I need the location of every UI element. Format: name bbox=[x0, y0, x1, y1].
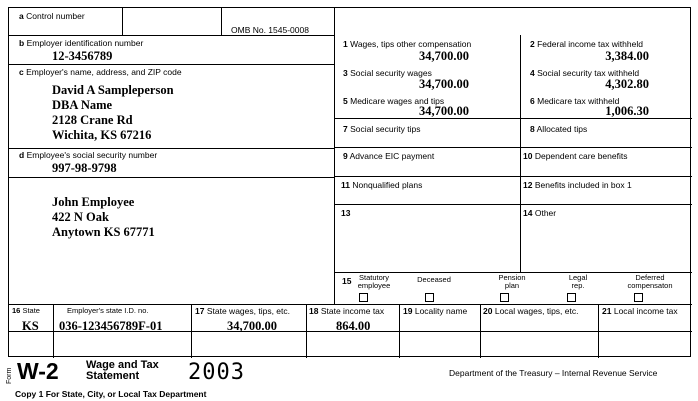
omb-number: OMB No. 1545-0008 bbox=[231, 25, 309, 35]
pension-line2: plan bbox=[504, 281, 520, 290]
box-b-text: Employer identification number bbox=[26, 38, 144, 48]
box1-value: 34,700.00 bbox=[419, 49, 469, 63]
box3-text: Social security wages bbox=[350, 68, 432, 78]
box6-text: Medicare tax withheld bbox=[537, 96, 620, 106]
deferred-comp-checkbox[interactable] bbox=[634, 293, 643, 302]
form-title bbox=[86, 360, 159, 382]
box7-label: 7 Social security tips bbox=[343, 124, 421, 134]
legal-rep-checkbox[interactable] bbox=[567, 293, 576, 302]
employee-name: John Employee bbox=[52, 195, 135, 209]
box12-label: 12 Benefits included in box 1 bbox=[523, 180, 632, 190]
box19-label: 19 Locality name bbox=[403, 306, 468, 316]
box16-number: 16 bbox=[12, 306, 21, 315]
box17-label: 17 State wages, tips, etc. bbox=[195, 306, 290, 316]
form-name: W-2 bbox=[17, 358, 59, 384]
box3-value: 34,700.00 bbox=[419, 77, 469, 91]
box7-text: Social security tips bbox=[350, 124, 421, 134]
box-a-label: a Control number bbox=[19, 11, 85, 21]
box6-value: 1,006.30 bbox=[605, 104, 649, 118]
form-word: Form bbox=[6, 367, 13, 384]
statutory-employee-checkbox[interactable] bbox=[359, 293, 368, 302]
employer-name: David A Sampleperson bbox=[52, 83, 174, 97]
box18-value: 864.00 bbox=[336, 319, 371, 333]
pension-line1: Pension bbox=[498, 273, 526, 282]
box16-text: State bbox=[22, 306, 40, 315]
box-b-label: b Employer identification number bbox=[19, 38, 144, 48]
employee-street: 422 N Oak bbox=[52, 210, 109, 224]
ein-value: 12-3456789 bbox=[52, 49, 113, 63]
deceased-checkbox[interactable] bbox=[425, 293, 434, 302]
box16-label bbox=[12, 306, 40, 316]
irs-department: Department of the Treasury – Internal Revenue Service bbox=[449, 368, 658, 378]
legal-line2: rep. bbox=[571, 281, 585, 290]
box4-text: Social security tax withheld bbox=[537, 68, 640, 78]
box11-label: 11 Nonqualified plans bbox=[341, 180, 423, 190]
box10-text: Dependent care benefits bbox=[534, 151, 628, 161]
box1-label: 1 Wages, tips other compensation bbox=[343, 39, 472, 49]
box19-text: Locality name bbox=[414, 306, 468, 316]
box13-number: 13 bbox=[341, 208, 351, 218]
w2-form bbox=[8, 7, 691, 357]
box11-text: Nonqualified plans bbox=[352, 180, 423, 190]
statutory-employee-label bbox=[354, 274, 394, 290]
box20-label: 20 Local wages, tips, etc. bbox=[483, 306, 579, 316]
box18-text: State income tax bbox=[320, 306, 385, 316]
state-value: KS bbox=[22, 319, 39, 333]
tax-year: 2003 bbox=[188, 360, 245, 385]
box5-text: Medicare wages and tips bbox=[350, 96, 445, 106]
box18-label: 18 State income tax bbox=[309, 306, 385, 316]
employer-city: Wichita, KS 67216 bbox=[52, 128, 152, 142]
box2-label: 2 Federal income tax withheld bbox=[530, 39, 643, 49]
box15-number-text: 15 bbox=[342, 276, 352, 286]
copy-designation: Copy 1 For State, City, or Local Tax Department bbox=[15, 389, 207, 399]
box3-label: 3 Social security wages bbox=[343, 68, 432, 78]
form-title-line1: Wage and Tax bbox=[86, 359, 159, 371]
box20-text: Local wages, tips, etc. bbox=[494, 306, 579, 316]
form-title-line2: Statement bbox=[86, 370, 140, 382]
box21-text: Local income tax bbox=[613, 306, 678, 316]
box9-text: Advance EIC payment bbox=[349, 151, 435, 161]
employee-city: Anytown KS 67771 bbox=[52, 225, 155, 239]
box1-text: Wages, tips other compensation bbox=[350, 39, 472, 49]
box14-text: Other bbox=[534, 208, 557, 218]
box21-label: 21 Local income tax bbox=[602, 306, 678, 316]
box2-text: Federal income tax withheld bbox=[537, 39, 643, 49]
box17-text: State wages, tips, etc. bbox=[206, 306, 290, 316]
box15-number bbox=[342, 276, 351, 286]
pension-plan-checkbox[interactable] bbox=[500, 293, 509, 302]
box13-label bbox=[341, 208, 350, 218]
deferred-comp-label bbox=[623, 274, 677, 290]
box17-value: 34,700.00 bbox=[227, 319, 277, 333]
deceased-label: Deceased bbox=[417, 275, 451, 284]
employer-street: 2128 Crane Rd bbox=[52, 113, 133, 127]
box9-label: 9 Advance EIC payment bbox=[343, 151, 435, 161]
legal-rep-label bbox=[558, 274, 598, 290]
box8-text: Allocated tips bbox=[536, 124, 588, 134]
deferred-line1: Deferred bbox=[635, 273, 665, 282]
box16-id-label: Employer's state I.D. no. bbox=[67, 306, 149, 315]
statutory-line1: Statutory bbox=[358, 273, 389, 282]
pension-plan-label bbox=[492, 274, 532, 290]
box2-value: 3,384.00 bbox=[605, 49, 649, 63]
box4-label: 4 Social security tax withheld bbox=[530, 68, 640, 78]
state-id-value: 036-123456789F-01 bbox=[59, 319, 163, 333]
legal-line1: Legal bbox=[568, 273, 588, 282]
employer-dba: DBA Name bbox=[52, 98, 113, 112]
box-c-text: Employer's name, address, and ZIP code bbox=[26, 67, 182, 77]
box-c-label: c Employer's name, address, and ZIP code bbox=[19, 67, 182, 77]
box14-label: 14 Other bbox=[523, 208, 557, 218]
box-d-text: Employee's social security number bbox=[26, 150, 158, 160]
box8-label: 8 Allocated tips bbox=[530, 124, 588, 134]
box10-label: 10 Dependent care benefits bbox=[523, 151, 628, 161]
box6-label: 6 Medicare tax withheld bbox=[530, 96, 620, 106]
statutory-line2: employee bbox=[357, 281, 391, 290]
box-d-label: d Employee's social security number bbox=[19, 150, 158, 160]
box4-value: 4,302.80 bbox=[605, 77, 649, 91]
ssn-value: 997-98-9798 bbox=[52, 161, 117, 175]
box-a-text: Control number bbox=[26, 11, 85, 21]
box5-value: 34,700.00 bbox=[419, 104, 469, 118]
box5-label: 5 Medicare wages and tips bbox=[343, 96, 445, 106]
deferred-line2: compensaton bbox=[627, 281, 673, 290]
box12-text: Benefits included in box 1 bbox=[534, 180, 632, 190]
